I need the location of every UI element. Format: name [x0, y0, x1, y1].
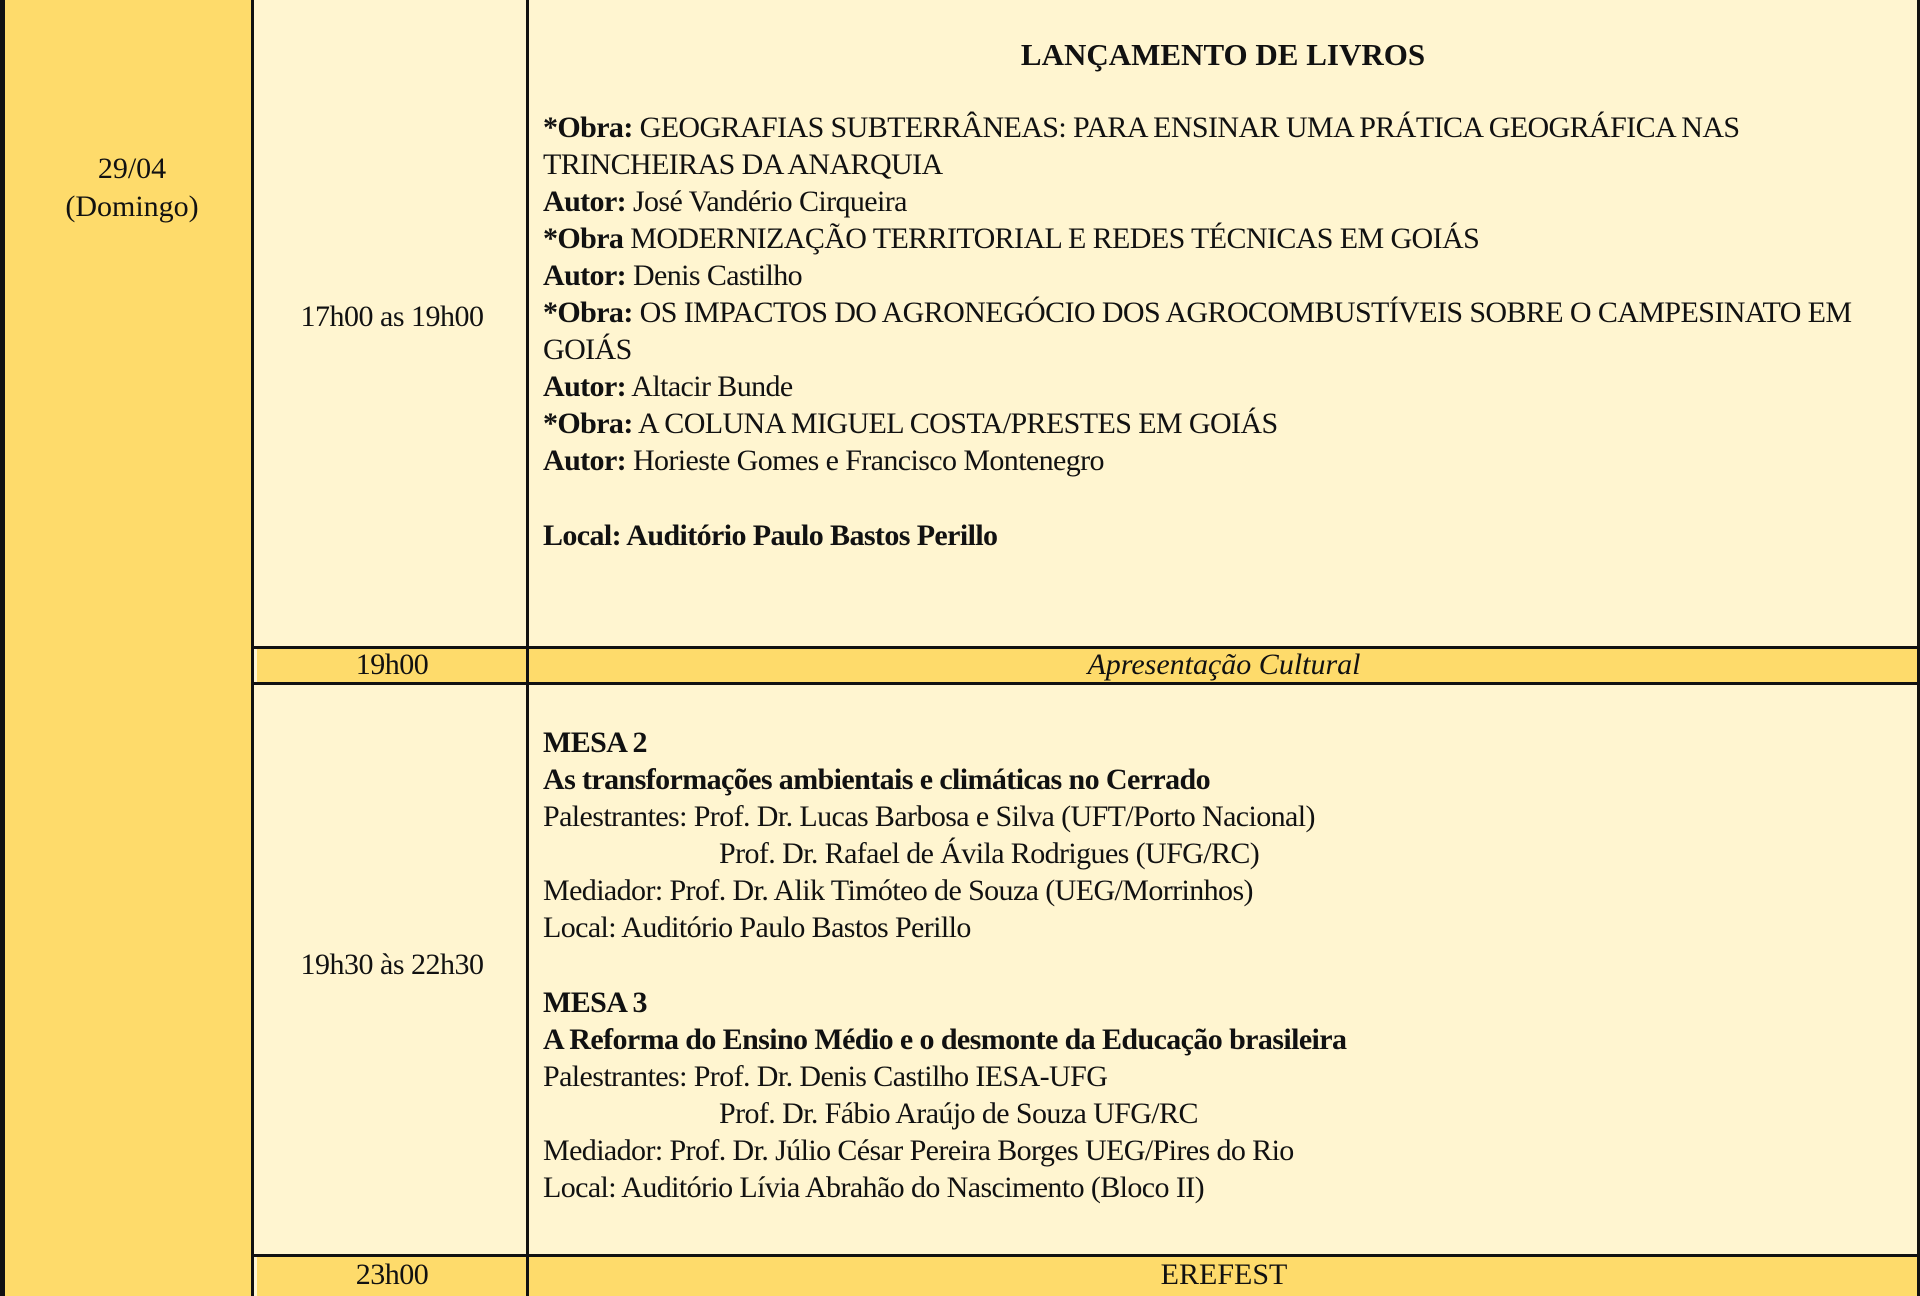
date-cell — [5, 150, 259, 226]
mesa3-local: Local: Auditório Lívia Abrahão do Nascimento (Bloco II) — [543, 1171, 1204, 1204]
date-column — [0, 0, 254, 1296]
mesa2-mediator: Mediador: Prof. Dr. Alik Timóteo de Souza (UEG/Morrinhos) — [543, 874, 1253, 907]
book-item-1: *Obra: GEOGRAFIAS SUBTERRÂNEAS: PARA ENSINAR UMA PRÁTICA GEOGRÁFICA NAS TRINCHEIRAS DA ANARQUIA — [543, 111, 1740, 181]
session1-content: LANÇAMENTO DE LIVROS *Obra: GEOGRAFIAS SUBTERRÂNEAS: PARA ENSINAR UMA PRÁTICA GEOGRÁFICA NAS TRINCHEIRAS DA ANARQUIA Autor: José Vandério Cirqueira *Obra MODERNIZAÇÃO TERRITORIAL E REDES TÉCNICAS EM GOIÁS Autor: Denis Castilho *Obra: OS IMPACTOS DO AGRONEGÓCIO DOS AGROCOMBUSTÍVEIS SOBRE O CAMPESINATO EM GOIÁS Autor: Altacir Bunde *Obra: A COLUNA MIGUEL COSTA/PRESTES EM GOIÁS Autor: Horieste Gomes e Francisco Montenegro Local: Auditório Paulo Bastos Perillo — [543, 36, 1903, 554]
session1-time: 17h00 as 19h00 — [300, 300, 484, 333]
row-divider — [254, 682, 1920, 685]
band1-label: Apresentação Cultural — [1087, 648, 1361, 681]
mesa3-heading: MESA 3 — [543, 986, 647, 1019]
date-day: 29/04 — [97, 152, 167, 185]
session2-time: 19h30 às 22h30 — [300, 948, 484, 981]
mesa3-mediator: Mediador: Prof. Dr. Júlio César Pereira Borges UEG/Pires do Rio — [543, 1134, 1294, 1167]
band2-label: EREFEST — [1160, 1258, 1288, 1291]
mesa3-theme: A Reforma do Ensino Médio e o desmonte da Educação brasileira — [543, 1023, 1347, 1056]
session2-content — [543, 724, 1903, 1206]
book-item-4: *Obra: A COLUNA MIGUEL COSTA/PRESTES EM GOIÁS — [543, 407, 1278, 440]
mesa2-speakers-2: Prof. Dr. Rafael de Ávila Rodrigues (UFG/RC) — [719, 837, 1260, 870]
mesa3-speakers-2: Prof. Dr. Fábio Araújo de Souza UFG/RC — [719, 1097, 1198, 1130]
mesa2-heading: MESA 2 — [543, 726, 647, 759]
band1-time: 19h00 — [355, 648, 429, 681]
mesa2-speakers: Palestrantes: Prof. Dr. Lucas Barbosa e Silva (UFT/Porto Nacional) — [543, 800, 1315, 833]
date-weekday: (Domingo) — [65, 190, 199, 223]
mesa3-speakers: Palestrantes: Prof. Dr. Denis Castilho IESA-UFG — [543, 1060, 1108, 1093]
book-item-3: *Obra: OS IMPACTOS DO AGRONEGÓCIO DOS AGROCOMBUSTÍVEIS SOBRE O CAMPESINATO EM GOIÁS — [543, 296, 1852, 366]
session1-title: LANÇAMENTO DE LIVROS — [1020, 37, 1426, 72]
mesa2-local: Local: Auditório Paulo Bastos Perillo — [543, 911, 971, 944]
session1-local: Local: Auditório Paulo Bastos Perillo — [543, 519, 998, 552]
mesa2-theme: As transformações ambientais e climáticas no Cerrado — [543, 763, 1211, 796]
band2-time: 23h00 — [355, 1258, 429, 1291]
book-item-2: *Obra MODERNIZAÇÃO TERRITORIAL E REDES TÉCNICAS EM GOIÁS — [543, 222, 1480, 255]
